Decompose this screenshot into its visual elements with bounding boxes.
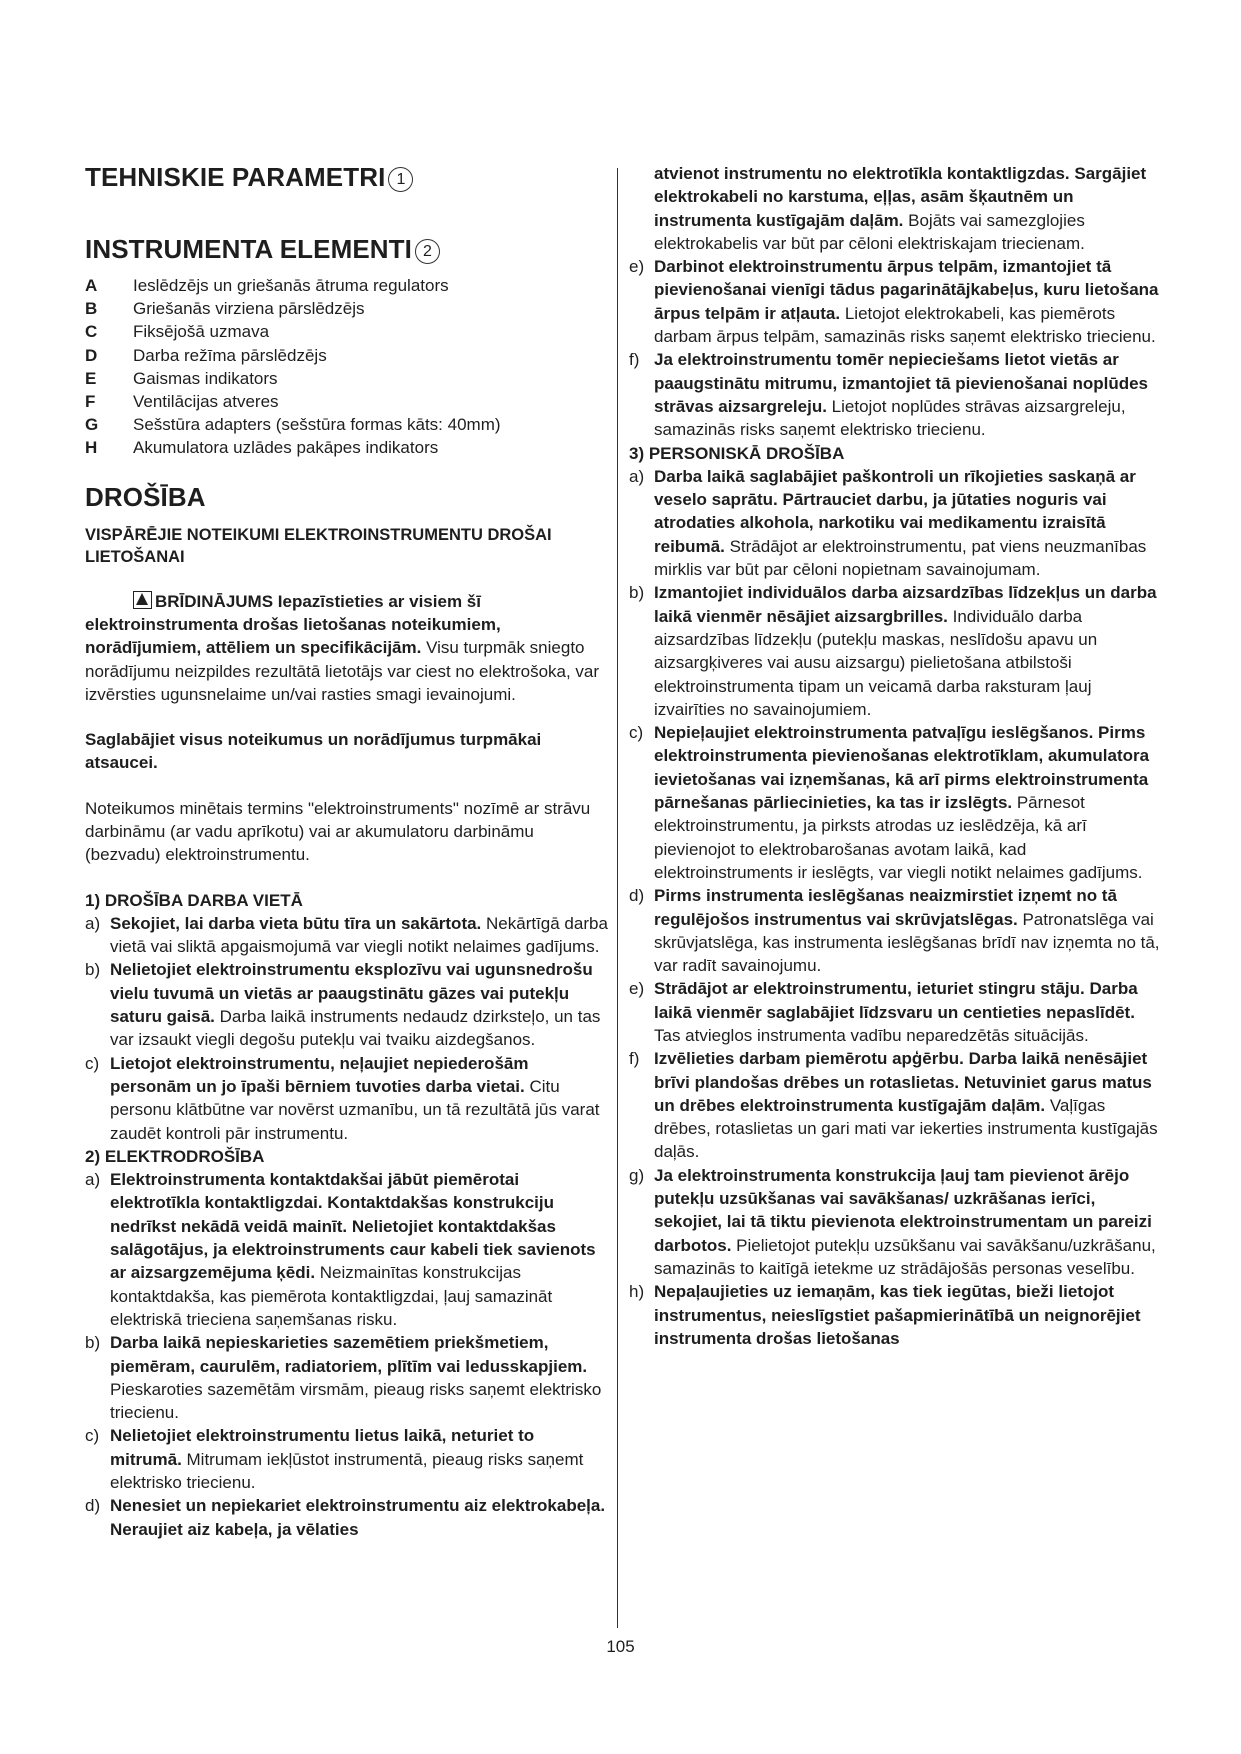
component-row: E Gaismas indikators — [85, 368, 278, 388]
right-column — [629, 162, 1161, 1350]
column-divider — [617, 168, 618, 1628]
component-row: D Darba režīma pārslēdzējs — [85, 345, 327, 365]
list-item: c) Nepieļaujiet elektroinstrumenta patvaļīgu ieslēgšanos. Pirms elektroinstrumenta pievienošanas elektrotīklam, akumulatora ievietošanas vai izņemšanas, kā arī pirms elektroinstrumenta pārnešanas pārliecinieties, ka tas ir izslēgts. Pārnesot elektroinstrumentu, ja pirksts atrodas uz ieslēdzēja, kā arī pievienojot to elektrobarošanas avotam laikā, kad elektroinstruments ir ieslēgts, var viegli notikt nelaimes gadījums. — [629, 723, 1150, 882]
list-item: e) Darbinot elektroinstrumentu ārpus telpām, izmantojiet tā pievienošanai vienīgi tādus pagarinātājkabeļus, kuru lietošana ārpus telpām ir atļauta. Lietojot elektrokabeli, kas piemērots darbam ārpus telpām, samazinās risks saņemt elektrisko triecienu. — [629, 257, 1159, 347]
figure-ref-1: 1 — [388, 167, 413, 192]
component-row: G Sešstūra adapters (sešstūra formas kāts: 40mm) — [85, 415, 501, 435]
elements-heading: INSTRUMENTA ELEMENTI 2 — [85, 234, 610, 264]
safety-heading: DROŠĪBA — [85, 481, 206, 512]
section-personal-safety-title: 3) PERSONISKĀ DROŠĪBA — [629, 443, 845, 463]
section-electrical-title: 2) ELEKTRODROŠĪBA — [85, 1146, 265, 1166]
list-item: d) Nenesiet un nepiekariet elektroinstrumentu aiz elektrokabeļa. Neraujiet aiz kabeļa, ja vēlaties — [85, 1496, 606, 1539]
component-list — [85, 274, 610, 460]
list-item: b) Nelietojiet elektroinstrumentu eksplozīvu vai ugunsnedrošu vielu tuvumā un vietās ar paaugstinātu gāzes vai putekļu saturu gaisā. Darba laikā instruments nedaudz dzirksteļo, un tas var izsaukt viegli degošu putekļu vai tvaiku aizdegšanos. — [85, 960, 601, 1050]
list-item: a) Darba laikā saglabājiet paškontroli un rīkojieties saskaņā ar veselo saprātu. Pārtrauciet darbu, ja jūtaties noguris vai atrodaties alkohola, narkotiku vai medikamentu izraisītā reibumā. Strādājot ar elektroinstrumentu, pat viens neuzmanības mirklis var būt par cēloni nopietnam savainojumam. — [629, 466, 1147, 580]
component-row: A Ieslēdzējs un griešanās ātruma regulators — [85, 276, 449, 295]
warning-paragraph: BRĪDINĀJUMS Iepazīstieties ar visiem šī elektroinstrumenta drošas lietošanas noteikumiem, norādījumiem, attēliem un specifikācijām. Visu turpmāk sniegto norādījumu neizpildes rezultātā lietotājs var ciest no elektrošoka, var izvērsties ugunsnelaime un/vai rasties smagi ievainojumi. — [85, 591, 600, 704]
component-row: C Fiksējošā uzmava — [85, 322, 270, 342]
list-item: a) Sekojiet, lai darba vieta būtu tīra un sakārtota. Nekārtīgā darba vietā vai sliktā apgaismojumā var viegli notikt nelaimes gadījums. — [85, 913, 608, 957]
list-item: f) Izvēlieties darbam piemērotu apģērbu. Darba laikā nenēsājiet brīvi plandošas drēbes un rotaslietas. Netuviniet garus matus un drēbes elektroinstrumenta kustīgajām daļām. Vaļīgas drēbes, rotaslietas un gari mati var iekerties instrumenta kustīgajās daļās. — [629, 1049, 1158, 1162]
term-definition: Noteikumos minētais termins "elektroinstruments" nozīmē ar strāvu darbināmu (ar vadu aprīkotu) vai ar akumulatoru darbināmu (bezvadu) elektroinstrumentu. — [85, 798, 591, 865]
general-rules-heading: VISPĀRĒJIE NOTEIKUMI ELEKTROINSTRUMENTU DROŠAI LIETOŠANAI — [85, 525, 552, 566]
list-item: d) Pirms instrumenta ieslēgšanas neaizmirstiet izņemt no tā regulējošos instrumentus vai skrūvjatslēgas. Patronatslēga vai skrūvjatslēga, kas instrumenta ieslēgšanas brīdī nav izņemta no tā, var radīt savainojumu. — [629, 886, 1160, 976]
list-item: e) Strādājot ar elektroinstrumentu, ieturiet stingru stāju. Darba laikā vienmēr saglabājiet līdzsvaru un centieties nepaslīdēt. Tas atvieglos instrumenta vadību neparedzētās situācijās. — [629, 979, 1138, 1045]
page-number: 105 — [606, 1637, 635, 1656]
left-column — [85, 162, 610, 1541]
list-item: f) Ja elektroinstrumentu tomēr nepieciešams lietot vietās ar paaugstinātu mitrumu, izmantojiet tā pievienošanai noplūdes strāvas aizsargreleju. Lietojot noplūdes strāvas aizsargreleju, samazinās risks saņemt elektrisko triecienu. — [629, 350, 1149, 440]
list-item: c) Nelietojiet elektroinstrumentu lietus laikā, neturiet to mitrumā. Mitrumam iekļūstot instrumentā, pieaug risks saņemt elektrisko triecienu. — [85, 1426, 584, 1493]
specs-heading: TEHNISKIE PARAMETRI 1 — [85, 162, 610, 192]
list-item-continuation: atvienot instrumentu no elektrotīkla kontaktligzdas. Sargājiet elektrokabeli no karstuma, eļļas, asām šķautnēm un instrumenta kustīgajām daļām. Bojāts vai samezglojies elektrokabelis var būt par cēloni elektriskajam triecienam. — [654, 164, 1147, 253]
component-row: H Akumulatora uzlādes pakāpes indikators — [85, 438, 439, 458]
list-item: a) Elektroinstrumenta kontaktdakšai jābūt piemērotai elektrotīkla kontaktligzdai. Kontaktdakšas konstrukciju nedrīkst nekādā veidā mainīt. Nelietojiet kontaktdakšas salāgotājus, ja elektroinstruments caur kabeli tiek savienots ar aizsargzemējuma ķēdi. Neizmainītas konstrukcijas kontaktdakša, kas piemērota kontaktligzdai, ļauj samazināt elektriskā trieciena saņemšanas risku. — [85, 1170, 596, 1329]
list-item: c) Lietojot elektroinstrumentu, neļaujiet nepiederošām personām un jo īpaši bērniem tuvoties darba vietai. Citu personu klātbūtne var novērst uzmanību, un tā rezultātā jūs varat zaudēt kontroli pār instrumentu. — [85, 1053, 600, 1143]
list-item: b) Izmantojiet individuālos darba aizsardzības līdzekļus un darba laikā vienmēr nēsājiet aizsargbrilles. Individuālo darba aizsardzības līdzekļu (putekļu maskas, neslīdošu apavu un aizsargķiveres vai ausu aizsargu) pielietošana atbilstoši elektroinstrumenta tipam un veicamā darba raksturam ļauj izvairīties no savainojumiem. — [629, 583, 1157, 719]
save-instructions-note: Saglabājiet visus noteikumus un norādījumus turpmākai atsaucei. — [85, 730, 542, 773]
figure-ref-2: 2 — [415, 239, 440, 264]
list-item: b) Darba laikā nepieskarieties sazemētiem priekšmetiem, piemēram, caurulēm, radiatoriem, plītīm vai ledusskapjiem. Pieskaroties sazemētām virsmām, pieaug risks saņemt elektrisko triecienu. — [85, 1333, 602, 1423]
component-row: B Griešanās virziena pārslēdzējs — [85, 299, 365, 319]
list-item: g) Ja elektroinstrumenta konstrukcija ļauj tam pievienot ārējo putekļu uzsūkšanas vai savākšanas/ uzkrāšanas ierīci, sekojiet, lai tā tiktu pievienota elektroinstrumentam un pareizi darbotos. Pielietojot putekļu uzsūkšanu vai savākšanu/uzkrāšanu, samazinās to kaitīgā ietekme uz strādājošās personas veselību. — [629, 1165, 1156, 1278]
component-row: F Ventilācijas atveres — [85, 392, 279, 412]
warning-icon — [133, 591, 152, 609]
list-item: h) Nepaļaujieties uz iemaņām, kas tiek iegūtas, bieži lietojot instrumentus, neieslīgstiet pašapmierinātībā un neignorējiet instrumenta drošas lietošanas — [629, 1282, 1141, 1348]
section-work-area-title: 1) DROŠĪBA DARBA VIETĀ — [85, 890, 303, 910]
